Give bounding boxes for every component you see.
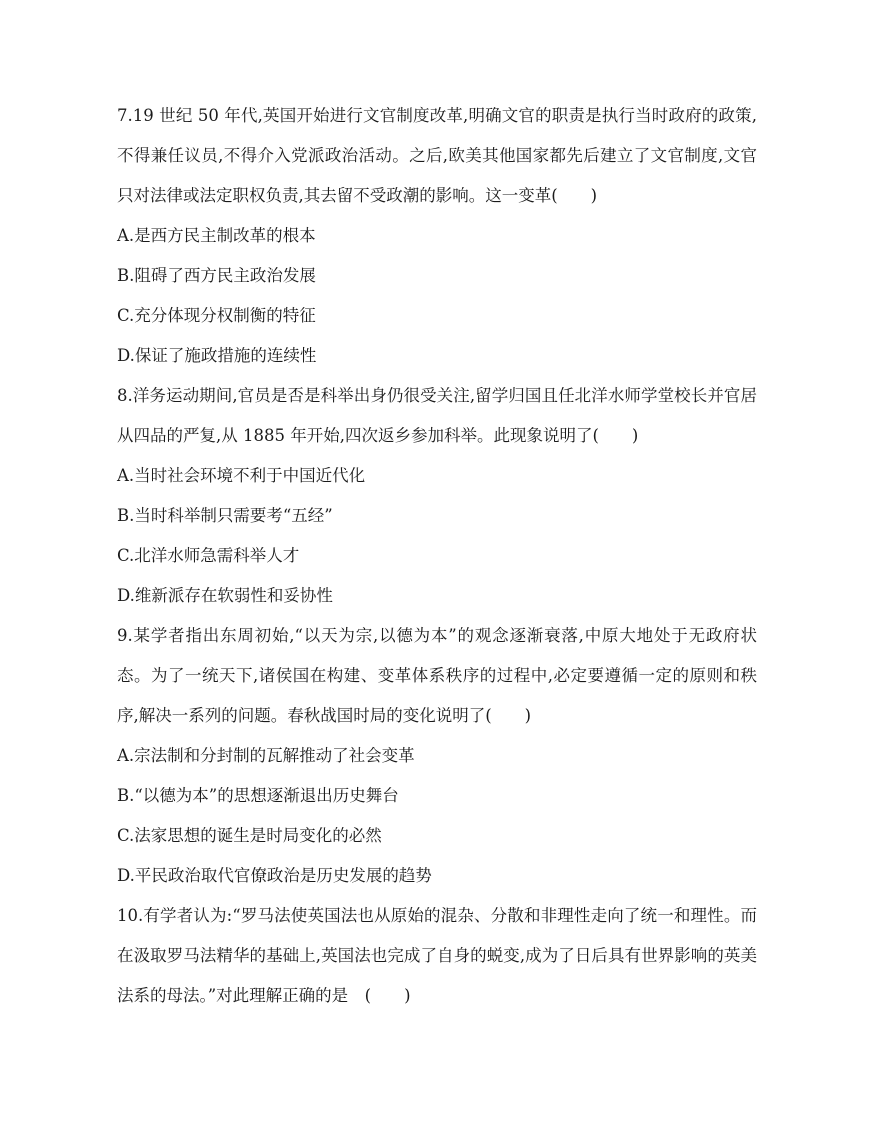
- option-a: A.宗法制和分封制的瓦解推动了社会变革: [117, 746, 415, 765]
- question-stem: 9.某学者指出东周初始,“以天为宗,以德为本”的观念逐渐衰落,中原大地处于无政府状态。为了一统天下,诸侯国在构建、变革体系秩序的过程中,必定要遵循一定的原则和秩序,解决一系列的问题。春秋战国时局的变化说明了( ): [117, 626, 757, 725]
- option-b: B.阻碍了西方民主政治发展: [117, 266, 316, 285]
- question-7: [117, 96, 757, 376]
- exam-page: [117, 96, 757, 1016]
- option-d: D.保证了施政措施的连续性: [117, 346, 317, 365]
- question-10: [117, 896, 757, 1016]
- option-b: B.“以德为本”的思想逐渐退出历史舞台: [117, 786, 399, 805]
- question-stem: 10.有学者认为:“罗马法使英国法也从原始的混杂、分散和非理性走向了统一和理性。而在汲取罗马法精华的基础上,英国法也完成了自身的蜕变,成为了日后具有世界影响的英美法系的母法。”对此理解正确的是 ( ): [117, 906, 757, 1005]
- question-9: [117, 616, 757, 896]
- question-stem: 8.洋务运动期间,官员是否是科举出身仍很受关注,留学归国且任北洋水师学堂校长并官居从四品的严复,从 1885 年开始,四次返乡参加科举。此现象说明了( ): [117, 386, 757, 445]
- option-c: C.法家思想的诞生是时局变化的必然: [117, 826, 382, 845]
- question-8: [117, 376, 757, 616]
- option-c: C.北洋水师急需科举人才: [117, 546, 300, 565]
- option-a: A.是西方民主制改革的根本: [117, 226, 316, 245]
- option-a: A.当时社会环境不利于中国近代化: [117, 466, 366, 485]
- question-stem: 7.19 世纪 50 年代,英国开始进行文官制度改革,明确文官的职责是执行当时政府的政策,不得兼任议员,不得介入党派政治活动。之后,欧美其他国家都先后建立了文官制度,文官只对法律或法定职权负责,其去留不受政潮的影响。这一变革( ): [117, 106, 757, 205]
- option-d: D.平民政治取代官僚政治是历史发展的趋势: [117, 866, 432, 885]
- option-b: B.当时科举制只需要考“五经”: [117, 506, 333, 525]
- option-c: C.充分体现分权制衡的特征: [117, 306, 316, 325]
- option-d: D.维新派存在软弱性和妥协性: [117, 586, 333, 605]
